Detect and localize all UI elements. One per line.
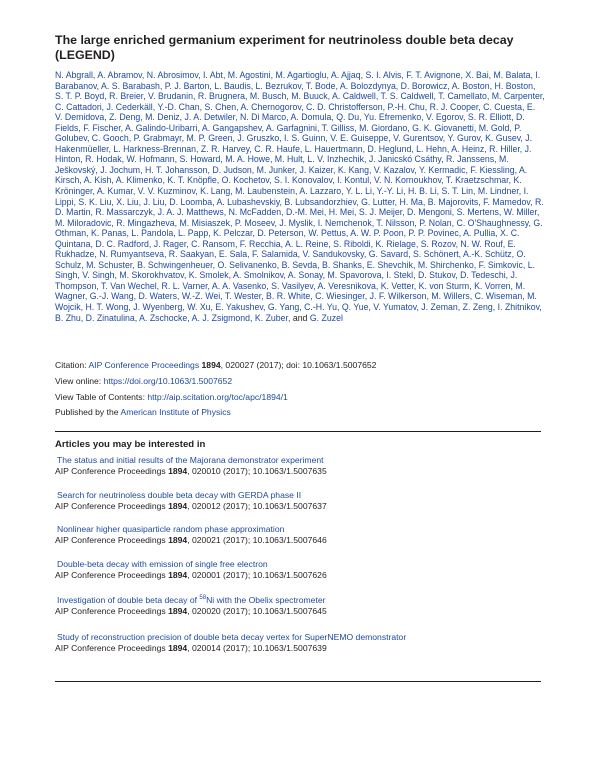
related-article-citation xyxy=(55,501,555,512)
related-citation-details: , 020014 (2017); 10.1063/1.5007639 xyxy=(187,643,327,653)
related-item-5 xyxy=(55,595,555,617)
related-article-citation xyxy=(55,643,555,654)
related-item-4 xyxy=(55,559,555,581)
view-online-line xyxy=(55,376,555,387)
related-journal: AIP Conference Proceedings xyxy=(55,466,166,476)
related-volume: 1894 xyxy=(168,501,188,511)
title-part-2: Ni with the Obelix spectrometer xyxy=(206,595,326,605)
related-item-6 xyxy=(55,632,555,654)
related-volume: 1894 xyxy=(168,466,188,476)
related-article-title-link[interactable]: Nonlinear higher quasiparticle random phase approximation xyxy=(57,524,285,534)
publisher-line xyxy=(55,407,555,418)
related-citation-details: , 020001 (2017); 10.1063/1.5007626 xyxy=(187,570,327,580)
related-item-2 xyxy=(55,490,555,512)
related-citation-details: , 020010 (2017); 10.1063/1.5007635 xyxy=(187,466,327,476)
related-journal: AIP Conference Proceedings xyxy=(55,643,166,653)
citation-line xyxy=(55,360,555,371)
toc-line xyxy=(55,392,555,403)
related-item-3 xyxy=(55,524,555,546)
author-conjunction: and xyxy=(292,312,308,323)
related-volume: 1894 xyxy=(168,643,188,653)
title-part-1: Investigation of double beta decay of xyxy=(57,595,200,605)
related-citation-details: , 020020 (2017); 10.1063/1.5007645 xyxy=(187,606,327,616)
related-volume: 1894 xyxy=(168,606,188,616)
divider-bottom xyxy=(55,681,541,682)
citation-volume: 1894 xyxy=(201,360,221,370)
publisher-link[interactable]: American Institute of Physics xyxy=(120,407,231,417)
related-journal: AIP Conference Proceedings xyxy=(55,570,166,580)
citation-details: , 020027 (2017); doi: 10.1063/1.5007652 xyxy=(220,360,377,370)
citation-journal-link[interactable]: AIP Conference Proceedings xyxy=(88,360,200,370)
published-label: Published by the xyxy=(55,407,119,417)
toc-label: View Table of Contents: xyxy=(55,392,145,402)
view-online-link[interactable]: https://doi.org/10.1063/1.5007652 xyxy=(103,376,233,386)
related-article-citation xyxy=(55,535,555,546)
related-article-citation xyxy=(55,606,555,617)
view-online-label: View online: xyxy=(55,376,102,386)
related-article-title-link[interactable]: The status and initial results of the Majorana demonstrator experiment xyxy=(57,455,324,465)
citation-label: Citation: xyxy=(55,360,87,370)
related-article-citation xyxy=(55,466,555,477)
related-article-title-link[interactable]: Double-beta decay with emission of single free electron xyxy=(57,559,268,569)
related-article-title-link[interactable]: Study of reconstruction precision of double beta decay vertex for SuperNEMO demonstrator xyxy=(57,632,407,642)
related-citation-details: , 020012 (2017); 10.1063/1.5007637 xyxy=(187,501,327,511)
divider-top xyxy=(55,431,541,432)
toc-link[interactable]: http://aip.scitation.org/toc/apc/1894/1 xyxy=(147,392,288,402)
author-names[interactable]: N. Abgrall, A. Abramov, N. Abrosimov, I. Abt, M. Agostini, M. Agartioglu, A. Ajjaq, S. I. Alvis, F. T. Avignone, X. Bai, M. Balata, I. Barabanov, A. S. Barabash, P. J. Barton, L. Baudis, L. Bezrukov, T. Bode, A. Bolozdynya, D. Borowicz, A. Boston, H. Boston, S. T. P. Boyd, R. Breier, V. Brudanin, R. Brugnera, M. Busch, M. Buuck, A. Caldwell, T. S. Caldwell, T. Camellato, M. Carpenter, C. Cattadori, J. Cederkäll, Y.-D. Chan, S. Chen, A. Chernogorov, C. D. Christofferson, P.-H. Chu, R. J. Cooper, C. Cuesta, E. V. Demidova, Z. Deng, M. Deniz, J. A. Detwiler, N. Di Marco, A. Domula, Q. Du, Yu. Efremenko, V. Egorov, S. R. Elliott, D. Fields, F. Fischer, A. Galindo-Uribarri, A. Gangapshev, A. Garfagnini, T. Gilliss, M. Giordano, G. K. Giovanetti, M. Gold, P. Golubev, C. Gooch, P. Grabmayr, M. P. Green, J. Gruszko, I. S. Guinn, V. E. Guiseppe, V. Gurentsov, Y. Gurov, K. Gusev, J. Hakenmüeller, L. Harkness-Brennan, Z. R. Harvey, C. R. Haufe, L. Hauertmann, D. Heglund, L. Hehn, A. Heinz, R. Hiller, J. Hinton, R. Hodak, W. Hofmann, S. Howard, M. A. Howe, M. Hult, L. V. Inzhechik, J. Janicskó Csáthy, R. Janssens, M. Ješkovský, J. Jochum, H. T. Johansson, D. Judson, M. Junker, J. Kaizer, K. Kang, V. Kazalov, Y. Kermadic, F. Kiessling, A. Kirsch, A. Kish, A. Klimenko, K. T. Knöpfle, O. Kochetov, S. I. Konovalov, I. Kontul, V. N. Kornoukhov, T. Kraetzschmar, K. Kröninger, A. Kumar, V. V. Kuzminov, K. Lang, M. Laubenstein, A. Lazzaro, Y. L. Li, Y.-Y. Li, H. B. Li, S. T. Lin, M. Lindner, I. Lippi, S. K. Liu, X. Liu, J. Liu, D. Loomba, A. Lubashevskiy, B. Lubsandorzhiev, G. Lutter, H. Ma, B. Majorovits, F. Mamedov, R. D. Martin, R. Massarczyk, J. A. J. Matthews, N. McFadden, D.-M. Mei, H. Mei, S. J. Meijer, D. Mengoni, S. Mertens, W. Miller, M. Miloradovic, R. Mingazheva, M. Misiaszek, P. Moseev, J. Myslik, I. Nemchenok, T. Nilsson, P. Nolan, C. O'Shaughnessy, G. Othman, K. Panas, L. Pandola, L. Papp, K. Pelczar, D. Peterson, W. Pettus, A. W. P. Poon, P. P. Povinec, A. Pullia, X. C. Quintana, D. C. Radford, J. Rager, C. Ransom, F. Recchia, A. L. Reine, S. Riboldi, K. Rielage, S. Rozov, N. W. Rouf, E. Rukhadze, N. Rumyantseva, R. Saakyan, E. Sala, F. Salamida, V. Sandukovsky, G. Savard, S. Schönert, A.-K. Schütz, O. Schulz, M. Schuster, B. Schwingenheuer, O. Selivanenko, B. Sevda, B. Shanks, E. Shevchik, M. Shirchenko, F. Simkovic, L. Singh, V. Singh, M. Skorokhvatov, K. Smolek, A. Smolnikov, A. Sonay, M. Spavorova, I. Stekl, D. Stukov, D. Tedeschi, J. Thompson, T. Van Wechel, R. L. Varner, A. A. Vasenko, S. Vasilyev, A. Veresnikova, K. Vetter, K. von Sturm, K. Vorren, M. Wagner, G.-J. Wang, D. Waters, W.-Z. Wei, T. Wester, B. R. White, C. Wiesinger, J. F. Wilkerson, M. Willers, C. Wiseman, M. Wojcik, H. T. Wong, J. Wyenberg, W. Xu, E. Yakushev, G. Yang, C.-H. Yu, Q. Yue, V. Yumatov, J. Zeman, Z. Zeng, I. Zhitnikov, B. Zhu, D. Zinatulina, A. Zschocke, A. J. Zsigmond, K. Zuber, xyxy=(55,70,545,323)
author-list[interactable] xyxy=(55,70,545,323)
paper-title: The large enriched germanium experiment for neutrinoless double beta decay (LEGEND) xyxy=(55,33,514,62)
related-journal: AIP Conference Proceedings xyxy=(55,535,166,545)
related-item-1 xyxy=(55,455,555,477)
isotope-mass-number: 58 xyxy=(199,595,207,601)
related-article-citation xyxy=(55,570,555,581)
related-article-title-link[interactable] xyxy=(55,595,555,606)
related-journal: AIP Conference Proceedings xyxy=(55,606,166,616)
related-article-title-link[interactable]: Search for neutrinoless double beta decay with GERDA phase II xyxy=(57,490,302,500)
related-volume: 1894 xyxy=(168,570,188,580)
related-citation-details: , 020021 (2017); 10.1063/1.5007646 xyxy=(187,535,327,545)
author-last[interactable]: G. Zuzel xyxy=(309,312,343,323)
related-volume: 1894 xyxy=(168,535,188,545)
related-journal: AIP Conference Proceedings xyxy=(55,501,166,511)
related-articles-heading: Articles you may be interested in xyxy=(55,439,206,450)
